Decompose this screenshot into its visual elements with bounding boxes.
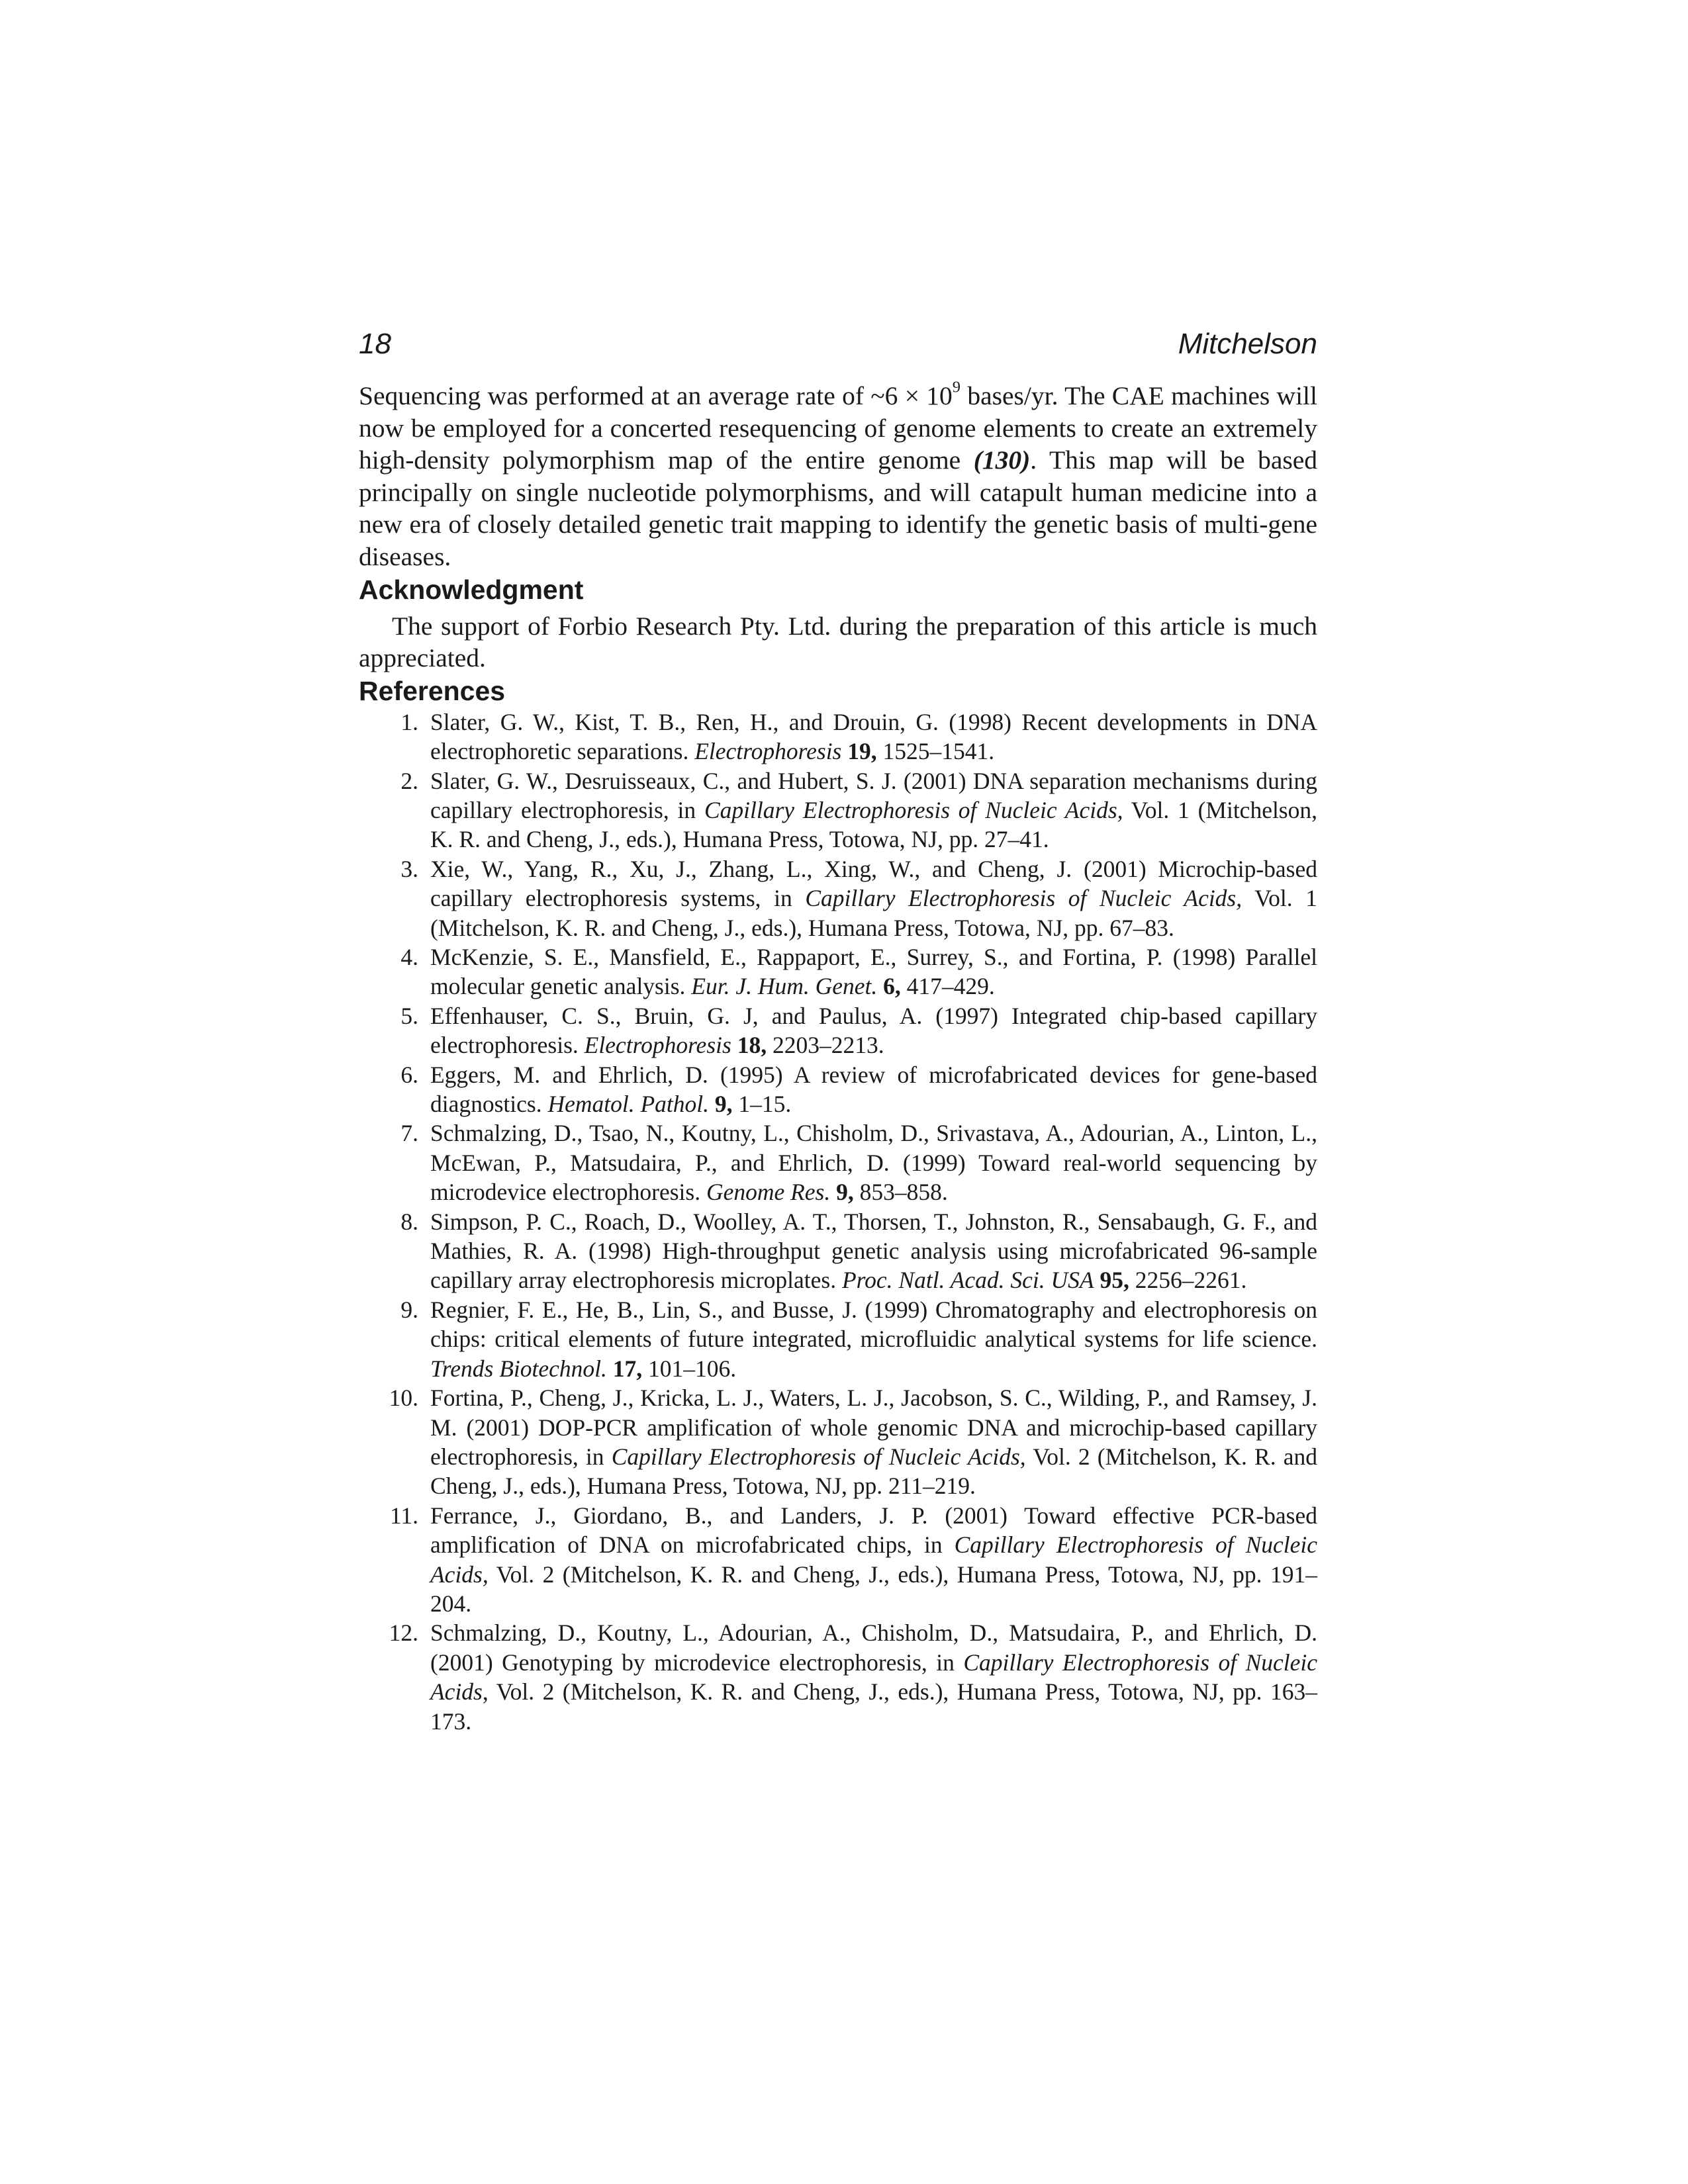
reference-journal: Trends Biotechnol. bbox=[430, 1355, 607, 1382]
reference-item bbox=[359, 1207, 1317, 1295]
reference-volume: 95, bbox=[1094, 1267, 1129, 1294]
reference-book-title: Capillary Electrophoresis of Nucleic Acids bbox=[430, 1649, 1317, 1706]
reference-number: 7. bbox=[400, 1120, 418, 1147]
reference-pages: 101–106. bbox=[642, 1355, 737, 1382]
reference-pages: Vol. 1 (Mitchelson, K. R. and Cheng, J., eds.), Humana Press, Totowa, NJ, pp. 67–83. bbox=[430, 885, 1317, 941]
reference-text: Simpson, P. C., Roach, D., Woolley, A. T., Thorsen, T., Johnston, R., Sensabaugh, G. F., and Mathies, R. A. (1998) High-throughput genetic analysis using microfabricated 96-sample capillary array electrophoresis microplates. bbox=[430, 1208, 1317, 1294]
reference-pages: 1525–1541. bbox=[876, 738, 995, 765]
reference-journal: Proc. Natl. Acad. Sci. USA bbox=[841, 1267, 1094, 1294]
reference-number: 6. bbox=[400, 1061, 418, 1088]
reference-text: Eggers, M. and Ehrlich, D. (1995) A review of microfabricated devices for gene-based diagnostics. bbox=[430, 1061, 1317, 1118]
references-heading: References bbox=[359, 675, 506, 706]
intro-citation: (130) bbox=[973, 445, 1031, 475]
reference-text: Slater, G. W., Kist, T. B., Ren, H., and Drouin, G. (1998) Recent developments in DNA electrophoretic separations. bbox=[430, 708, 1317, 765]
intro-paragraph bbox=[359, 380, 1317, 573]
running-head-author: Mitchelson bbox=[1178, 328, 1317, 360]
reference-pages: 417–429. bbox=[900, 973, 995, 1000]
reference-number: 1. bbox=[400, 708, 418, 735]
reference-book-title: Capillary Electrophoresis of Nucleic Acids, bbox=[430, 1531, 1318, 1588]
reference-volume: 19, bbox=[847, 738, 877, 765]
reference-volume: 9, bbox=[830, 1179, 854, 1206]
reference-item bbox=[359, 766, 1317, 854]
reference-item bbox=[359, 707, 1317, 766]
reference-text: Schmalzing, D., Tsao, N., Koutny, L., Chisholm, D., Srivastava, A., Adourian, A., Linton, L., McEwan, P., Matsudaira, P., and Ehrlich, D. (1999) Toward real-world sequencing by microdevice electrophoresis. bbox=[430, 1120, 1317, 1206]
reference-pages: 2203–2213. bbox=[767, 1032, 884, 1059]
reference-item bbox=[359, 1501, 1317, 1619]
reference-volume: 9, bbox=[709, 1091, 733, 1118]
reference-pages: 1–15. bbox=[732, 1091, 792, 1118]
intro-text-end: . This map will be based principally on single nucleotide polymorphisms, and will catapult human medicine into a new era of closely detailed genetic trait mapping to identify the genetic basis of multi-gene diseases. bbox=[359, 445, 1317, 571]
reference-item bbox=[359, 1118, 1317, 1206]
reference-text: Ferrance, J., Giordano, B., and Landers, J. P. (2001) Toward effective PCR-based amplification of DNA on microfabricated chips, in bbox=[430, 1502, 1317, 1559]
reference-book-title: Capillary Electrophoresis of Nucleic Acids, bbox=[611, 1443, 1026, 1470]
reference-book-title: Capillary Electrophoresis of Nucleic Acids, bbox=[805, 885, 1243, 912]
reference-pages: , Vol. 2 (Mitchelson, K. R. and Cheng, J., eds.), Humana Press, Totowa, NJ, pp. 163–173. bbox=[430, 1678, 1317, 1735]
reference-item bbox=[359, 1618, 1317, 1736]
acknowledgment-heading: Acknowledgment bbox=[359, 574, 584, 605]
intro-text-start: Sequencing was performed at an average rate of ~6 × 10 bbox=[359, 381, 953, 410]
reference-journal: Hematol. Pathol. bbox=[547, 1091, 710, 1118]
reference-item bbox=[359, 1060, 1317, 1119]
reference-text: Slater, G. W., Desruisseaux, C., and Hubert, S. J. (2001) DNA separation mechanisms during capillary electrophoresis, in bbox=[430, 767, 1317, 823]
reference-pages: Vol. 2 (Mitchelson, K. R. and Cheng, J., eds.), Humana Press, Totowa, NJ, pp. 191–204. bbox=[430, 1561, 1317, 1617]
running-head bbox=[359, 323, 1317, 365]
reference-volume: 17, bbox=[606, 1355, 643, 1382]
intro-exponent: 9 bbox=[952, 378, 961, 396]
reference-journal: Electrophoresis bbox=[584, 1032, 731, 1059]
reference-pages: 853–858. bbox=[853, 1179, 948, 1206]
reference-item bbox=[359, 1001, 1317, 1060]
reference-number: 11. bbox=[389, 1502, 418, 1529]
reference-journal: Electrophoresis bbox=[694, 738, 842, 765]
reference-journal: Eur. J. Hum. Genet. bbox=[691, 973, 878, 1000]
page-number: 18 bbox=[359, 328, 391, 360]
reference-number: 2. bbox=[400, 767, 418, 794]
reference-text: Regnier, F. E., He, B., Lin, S., and Busse, J. (1999) Chromatography and electrophoresis on chips: critical elements of future integrated, microfluidic analytical systems for life science. bbox=[430, 1296, 1317, 1353]
reference-number: 5. bbox=[400, 1002, 418, 1029]
reference-number: 8. bbox=[400, 1208, 418, 1235]
reference-number: 9. bbox=[400, 1296, 418, 1323]
reference-number: 12. bbox=[389, 1619, 418, 1647]
acknowledgment-paragraph: The support of Forbio Research Pty. Ltd. during the preparation of this article is much appreciated. bbox=[359, 611, 1317, 673]
reference-item bbox=[359, 1383, 1317, 1501]
reference-text: Schmalzing, D., Koutny, L., Adourian, A., Chisholm, D., Matsudaira, P., and Ehrlich, D. (2001) Genotyping by microdevice electrophoresis, in bbox=[430, 1619, 1317, 1676]
reference-volume: 6, bbox=[877, 973, 901, 1000]
reference-list bbox=[359, 707, 1317, 1736]
reference-pages: Vol. 2 (Mitchelson, K. R. and Cheng, J., eds.), Humana Press, Totowa, NJ, pp. 211–219. bbox=[430, 1443, 1317, 1500]
reference-number: 4. bbox=[400, 944, 418, 970]
reference-item bbox=[359, 942, 1317, 1001]
reference-item bbox=[359, 854, 1317, 942]
reference-book-title: Capillary Electrophoresis of Nucleic Acids, bbox=[704, 796, 1123, 823]
reference-text: Fortina, P., Cheng, J., Kricka, L. J., Waters, L. J., Jacobson, S. C., Wilding, P., and Ramsey, J. M. (2001) DOP-PCR amplification of whole genomic DNA and microchip-based capillary electrophoresis, in bbox=[430, 1385, 1317, 1470]
intro-text-middle: bases/yr. The CAE machines will now be employed for a concerted resequencing of genome elements to create an extremely high-density polymorphism map of the entire genome bbox=[359, 381, 1317, 475]
reference-text: Xie, W., Yang, R., Xu, J., Zhang, L., Xing, W., and Cheng, J. (2001) Microchip-based capillary electrophoresis systems, in bbox=[430, 855, 1317, 912]
reference-item bbox=[359, 1295, 1317, 1383]
reference-pages: Vol. 1 (Mitchelson, K. R. and Cheng, J., eds.), Humana Press, Totowa, NJ, pp. 27–41. bbox=[430, 796, 1317, 853]
reference-pages: 2256–2261. bbox=[1129, 1267, 1247, 1294]
reference-text: Effenhauser, C. S., Bruin, G. J, and Paulus, A. (1997) Integrated chip-based capillary electrophoresis. bbox=[430, 1002, 1317, 1059]
book-page bbox=[359, 323, 1317, 1736]
reference-text: McKenzie, S. E., Mansfield, E., Rappaport, E., Surrey, S., and Fortina, P. (1998) Parallel molecular genetic analysis. bbox=[430, 944, 1317, 1000]
reference-journal: Genome Res. bbox=[706, 1179, 831, 1206]
reference-number: 10. bbox=[389, 1385, 418, 1412]
reference-number: 3. bbox=[400, 855, 418, 882]
reference-volume: 18, bbox=[731, 1032, 767, 1059]
